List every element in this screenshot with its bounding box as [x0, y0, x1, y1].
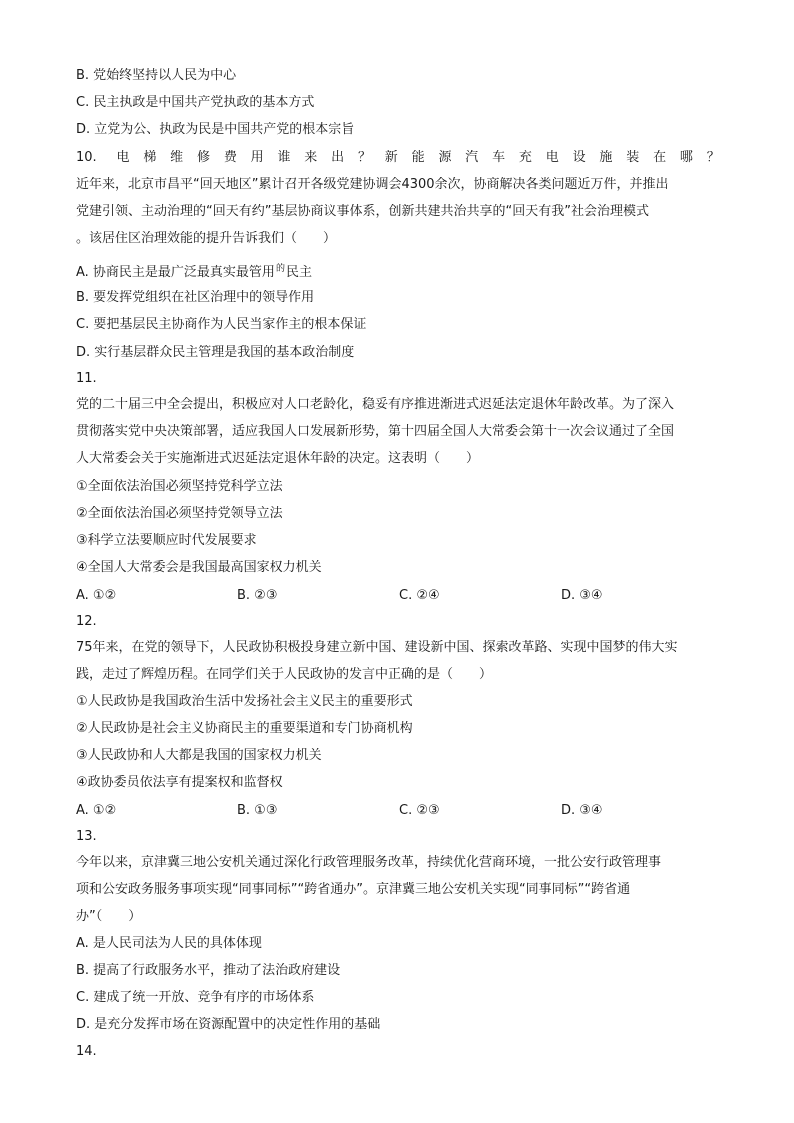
q11-item-2: ②全面依法治国必须坚持党领导立法	[76, 506, 283, 521]
q13-option-c: C. 建成了统一开放、竞争有序的市场体系	[76, 990, 315, 1005]
q13-stem-line-3: 办”（ ）	[76, 909, 142, 924]
q10-stem-line-4: 。该居住区治理效能的提升告诉我们（ ）	[76, 231, 337, 246]
q12-stem-line-1: 75年来，在党的领导下，人民政协积极投身建立新中国、建设新中国、探索改革路、实现中国梦的伟大实	[76, 640, 678, 655]
q13-option-d: D. 是充分发挥市场在资源配置中的决定性作用的基础	[76, 1017, 381, 1032]
q12-item-2: ②人民政协是社会主义协商民主的重要渠道和专门协商机构	[76, 721, 413, 736]
q10-word: 设	[572, 150, 586, 165]
q10-word: 电	[116, 150, 130, 165]
q10-stem-line-3: 党建引领、主动治理的“回天有约”基层协商议事体系，创新共建共治共享的“回天有我”社会治理模式	[76, 204, 649, 219]
q12-item-3: ③人民政协和人大都是我国的国家权力机关	[76, 748, 322, 763]
q12-choice-d: D. ③④	[561, 803, 603, 818]
q11-stem-line-1: 党的二十届三中全会提出，积极应对人口老龄化，稳妥有序推进渐进式迟延法定退休年龄改革。为了深入	[76, 397, 675, 412]
q11-item-3: ③科学立法要顺应时代发展要求	[76, 533, 257, 548]
q10-word: 装	[626, 150, 640, 165]
q9-option-b: B. 党始终坚持以人民为中心	[76, 68, 237, 83]
q11-choice-c: C. ②④	[399, 588, 440, 603]
q10-stem-line-1	[76, 150, 720, 166]
q9-option-d: D. 立党为公、执政为民是中国共产党的根本宗旨	[76, 122, 355, 137]
q12-item-4: ④政协委员依法享有提案权和监督权	[76, 775, 283, 790]
q11-stem-line-3: 人大常委会关于实施渐进式迟延法定退休年龄的决定。这表明（ ）	[76, 451, 480, 466]
q10-word: 施	[599, 150, 613, 165]
q12-choice-a: A. ①②	[76, 803, 117, 818]
q10-word: 哪	[679, 150, 693, 165]
q10-option-a-superscript: 的	[275, 264, 285, 274]
q12-item-1: ①人民政协是我国政治生活中发扬社会主义民主的重要形式	[76, 694, 413, 709]
q14-number: 14.	[76, 1044, 97, 1059]
q11-item-4: ④全国人大常委会是我国最高国家权力机关	[76, 560, 322, 575]
q10-option-a-text: A. 协商民主是最广泛最真实最管用	[76, 265, 275, 280]
q10-word: 源	[438, 150, 452, 165]
q13-number: 13.	[76, 829, 97, 844]
q10-word: 汽	[465, 150, 479, 165]
q10-word: 出	[331, 150, 345, 165]
q10-option-b: B. 要发挥党组织在社区治理中的领导作用	[76, 290, 315, 305]
q10-word: ？	[357, 150, 371, 165]
q11-stem-line-2: 贯彻落实党中央决策部署，适应我国人口发展新形势，第十四届全国人大常委会第十一次会议通过了全国	[76, 424, 675, 439]
q10-number: 10.	[76, 150, 97, 165]
q10-word: 谁	[277, 150, 291, 165]
q12-choice-c: C. ②③	[399, 803, 440, 818]
q10-word: 在	[653, 150, 667, 165]
q10-word: ？	[706, 150, 720, 165]
q10-word: 新	[384, 150, 398, 165]
q13-stem-line-2: 项和公安政务服务事项实现“同事同标”“跨省通办”。京津冀三地公安机关实现“同事同标”“跨省通	[76, 882, 631, 897]
q10-word: 来	[304, 150, 318, 165]
q10-word: 维	[170, 150, 184, 165]
q10-word: 车	[492, 150, 506, 165]
q10-word: 电	[545, 150, 559, 165]
q12-choice-b: B. ①③	[237, 803, 278, 818]
q12-stem-line-2: 践，走过了辉煌历程。在同学们关于人民政协的发言中正确的是（ ）	[76, 667, 493, 682]
q13-stem-line-1: 今年以来，京津冀三地公安机关通过深化行政管理服务改革，持续优化营商环境，一批公安行政管理事	[76, 855, 662, 870]
q11-choice-a: A. ①②	[76, 588, 117, 603]
q10-stem-line-2: 近年来，北京市昌平“回天地区”累计召开各级党建协调会4300余次，协商解决各类问题近万件，并推出	[76, 177, 669, 192]
q13-option-a: A. 是人民司法为人民的具体体现	[76, 936, 262, 951]
q9-option-c: C. 民主执政是中国共产党执政的基本方式	[76, 95, 315, 110]
q10-option-a	[76, 261, 720, 281]
q11-item-1: ①全面依法治国必须坚持党科学立法	[76, 479, 283, 494]
q13-option-b: B. 提高了行政服务水平，推动了法治政府建设	[76, 963, 341, 978]
q11-number: 11.	[76, 371, 97, 386]
q10-word: 修	[196, 150, 210, 165]
q10-option-d: D. 实行基层群众民主管理是我国的基本政治制度	[76, 345, 355, 360]
q10-word: 费	[223, 150, 237, 165]
q10-option-a-text-end: 民主	[285, 265, 312, 280]
q12-number: 12.	[76, 614, 97, 629]
q10-word: 能	[411, 150, 425, 165]
q11-choice-d: D. ③④	[561, 588, 603, 603]
q10-option-c: C. 要把基层民主协商作为人民当家作主的根本保证	[76, 317, 367, 332]
q10-word: 梯	[143, 150, 157, 165]
q11-choice-b: B. ②③	[237, 588, 278, 603]
q10-word: 用	[250, 150, 264, 165]
q10-word: 充	[518, 150, 532, 165]
